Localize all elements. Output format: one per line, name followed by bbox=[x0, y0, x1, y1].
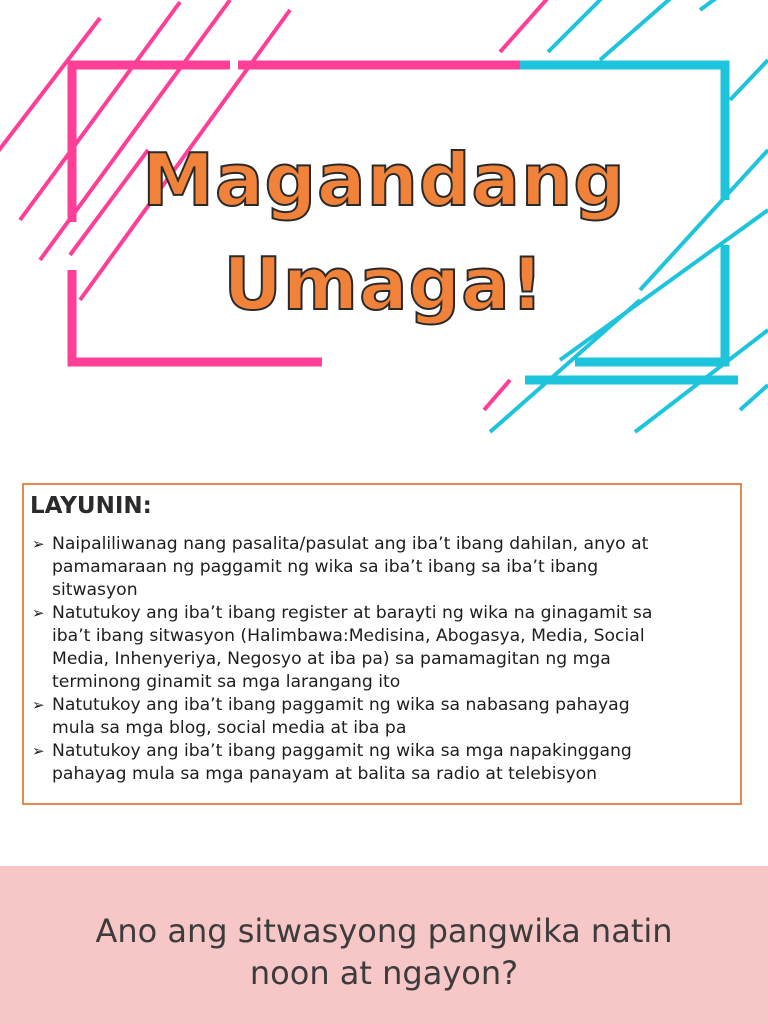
objective-line: sitwasyon bbox=[52, 580, 138, 600]
greeting-title bbox=[0, 128, 768, 336]
pink-stripe bbox=[500, 0, 555, 52]
objective-line: mula sa mga blog, social media at iba pa bbox=[52, 718, 407, 738]
arrowhead-bullet-icon: ➢ bbox=[32, 696, 45, 714]
objectives-list bbox=[30, 533, 730, 786]
objective-line: iba’t ibang sitwasyon (Halimbawa:Medisina, Abogasya, Media, Social bbox=[52, 626, 645, 646]
objectives-heading: LAYUNIN: bbox=[30, 493, 152, 519]
greeting-title-line1: Magandang bbox=[142, 138, 626, 222]
objective-item bbox=[30, 602, 730, 694]
arrowhead-bullet-icon: ➢ bbox=[32, 604, 45, 622]
objective-item bbox=[30, 740, 730, 786]
title-slide bbox=[0, 0, 768, 435]
cyan-stripe bbox=[730, 60, 768, 100]
greeting-title-line2: Umaga! bbox=[223, 242, 545, 326]
cyan-stripe bbox=[740, 385, 768, 410]
guiding-question bbox=[0, 910, 768, 994]
objective-line: pamamaraan ng paggamit ng wika sa iba’t ibang sa iba’t ibang bbox=[52, 557, 599, 577]
objective-line: terminong ginamit sa mga larangang ito bbox=[52, 672, 401, 692]
objective-line: Naipaliliwanag nang pasalita/pasulat ang iba’t ibang dahilan, anyo at bbox=[52, 534, 649, 554]
objective-item bbox=[30, 694, 730, 740]
question-banner bbox=[0, 866, 768, 1024]
objective-item bbox=[30, 533, 730, 602]
arrowhead-bullet-icon: ➢ bbox=[32, 742, 45, 760]
guiding-question-line2: noon at ngayon? bbox=[249, 954, 519, 992]
pink-stripe bbox=[484, 380, 510, 410]
objective-line: Media, Inhenyeriya, Negosyo at iba pa) sa pamamagitan ng mga bbox=[52, 649, 611, 669]
cyan-stripe bbox=[700, 0, 768, 10]
arrowhead-bullet-icon: ➢ bbox=[32, 535, 45, 553]
objective-line: Natutukoy ang iba’t ibang paggamit ng wika sa nabasang pahayag bbox=[52, 695, 630, 715]
cyan-stripe bbox=[548, 0, 610, 52]
objective-line: Natutukoy ang iba’t ibang paggamit ng wika sa mga napakinggang bbox=[52, 741, 632, 761]
objectives-box bbox=[22, 483, 742, 805]
cyan-stripe bbox=[600, 0, 680, 60]
objective-line: pahayag mula sa mga panayam at balita sa radio at telebisyon bbox=[52, 764, 598, 784]
objective-line: Natutukoy ang iba’t ibang register at barayti ng wika na ginagamit sa bbox=[52, 603, 653, 623]
guiding-question-line1: Ano ang sitwasyong pangwika natin bbox=[95, 912, 673, 950]
